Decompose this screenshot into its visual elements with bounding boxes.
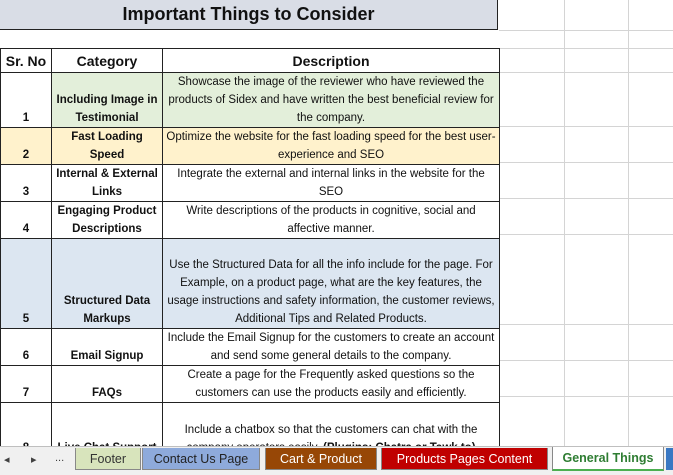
grid-line — [499, 162, 673, 163]
header-row — [1, 49, 500, 73]
next-tab-edge[interactable] — [666, 448, 673, 470]
cell-sr-no[interactable]: 7 — [1, 366, 52, 403]
sheet-title[interactable]: Important Things to Consider — [0, 0, 498, 30]
cell-category[interactable]: Structured Data Markups — [52, 239, 163, 329]
tab-products-pages-content[interactable]: Products Pages Content — [381, 448, 548, 470]
table-row — [1, 239, 500, 329]
tab-general-things[interactable]: General Things — [552, 447, 664, 471]
cell-category[interactable]: Engaging Product Descriptions — [52, 202, 163, 239]
cell-description[interactable]: Use the Structured Data for all the info include for the page. For Example, on a product page, what are the key features, the usage instructions and safety information, the customer reviews, Additional Tips and Related Products. — [163, 239, 500, 329]
tab-scroll-left-icon[interactable]: ◂ — [4, 454, 10, 466]
grid-line — [628, 0, 629, 446]
cell-sr-no[interactable]: 6 — [1, 329, 52, 366]
tab-contact-us-page[interactable]: Contact Us Page — [142, 448, 260, 470]
table-row — [1, 128, 500, 165]
tab-cart-product[interactable]: Cart & Product — [265, 448, 377, 470]
cell-description[interactable]: Create a page for the Frequently asked questions so the customers can use the products easily and efficiently. — [163, 366, 500, 403]
sheet-tab-bar — [0, 446, 673, 475]
cell-description[interactable]: Include the Email Signup for the customers to create an account and send some general details to the company. — [163, 329, 500, 366]
cell-sr-no[interactable]: 4 — [1, 202, 52, 239]
grid-line — [499, 360, 673, 361]
grid-line — [499, 198, 673, 199]
cell-sr-no[interactable]: 1 — [1, 73, 52, 128]
cell-description[interactable]: Showcase the image of the reviewer who have reviewed the products of Sidex and have written the best beneficial review for the company. — [163, 73, 500, 128]
header-category[interactable]: Category — [52, 49, 163, 73]
table-row — [1, 329, 500, 366]
tab-footer[interactable]: Footer — [75, 448, 141, 470]
table-row — [1, 366, 500, 403]
more-tabs-button[interactable]: ... — [55, 452, 65, 464]
cell-sr-no[interactable]: 3 — [1, 165, 52, 202]
table-row — [1, 202, 500, 239]
grid-line — [499, 126, 673, 127]
table-row — [1, 73, 500, 128]
cell-category[interactable]: FAQs — [52, 366, 163, 403]
grid-line — [499, 48, 673, 49]
table-row — [1, 165, 500, 202]
grid-line — [499, 72, 673, 73]
grid-line — [564, 0, 565, 446]
cell-category[interactable]: Fast Loading Speed — [52, 128, 163, 165]
grid-line — [499, 234, 673, 235]
consider-table — [0, 48, 500, 475]
cell-category[interactable]: Email Signup — [52, 329, 163, 366]
header-description[interactable]: Description — [163, 49, 500, 73]
grid-line — [499, 396, 673, 397]
cell-sr-no[interactable]: 5 — [1, 239, 52, 329]
cell-description[interactable]: Integrate the external and internal links in the website for the SEO — [163, 165, 500, 202]
header-sr-no[interactable]: Sr. No — [1, 49, 52, 73]
grid-line — [499, 324, 673, 325]
tab-scroll-right-icon[interactable]: ▸ — [31, 454, 37, 466]
cell-sr-no[interactable]: 2 — [1, 128, 52, 165]
cell-description-text: Include a chatbox so that the customers can chat with the — [184, 424, 478, 436]
grid-line — [499, 30, 673, 31]
cell-category[interactable]: Including Image in Testimonial — [52, 73, 163, 128]
cell-description[interactable]: Optimize the website for the fast loading speed for the best user-experience and SEO — [163, 128, 500, 165]
cell-category[interactable]: Internal & External Links — [52, 165, 163, 202]
cell-description[interactable]: Write descriptions of the products in cognitive, social and affective manner. — [163, 202, 500, 239]
